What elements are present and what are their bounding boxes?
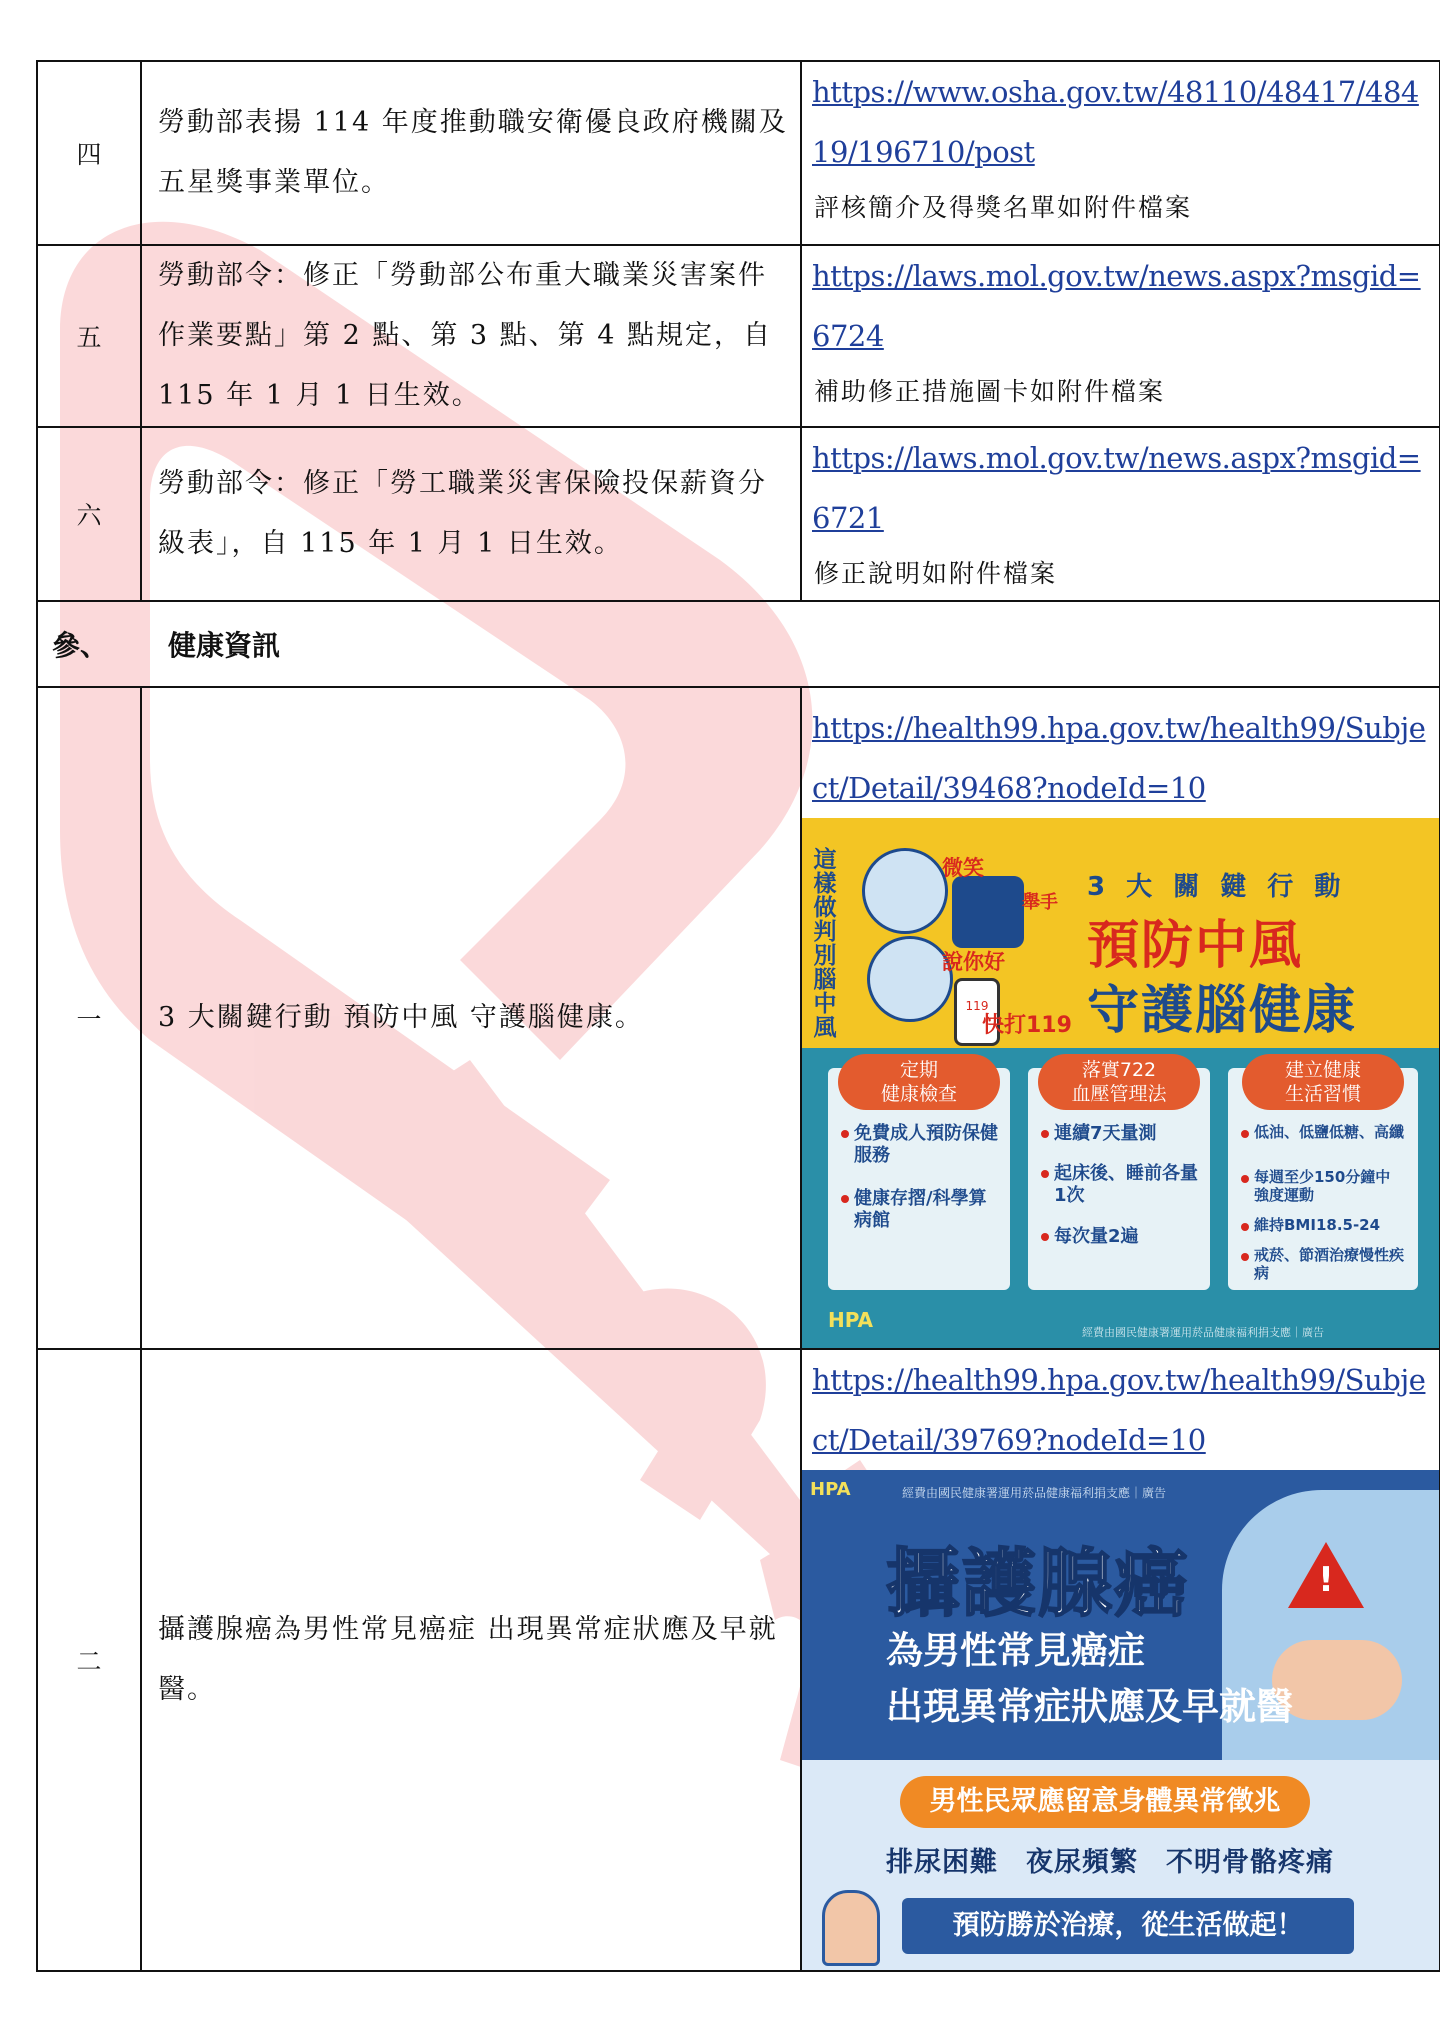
symptom-list: 排尿困難 夜尿頻繁 不明骨骼疼痛 xyxy=(886,1847,1334,1878)
table-row xyxy=(37,427,1440,601)
item-note: 補助修正措施圖卡如附件檔案 xyxy=(814,377,1166,406)
poster-credit: 經費由國民健康署運用菸品健康福利捐支應｜廣告 xyxy=(1082,1326,1324,1339)
raised-arm-icon xyxy=(952,876,1024,948)
prevention-banner: 預防勝於治療，從生活做起！ xyxy=(902,1898,1354,1954)
col2-item: 連續7天量測 xyxy=(1054,1123,1209,1145)
document-table xyxy=(36,60,1440,1972)
col1-item: 健康存摺/科學算病館 xyxy=(854,1188,1004,1232)
label-say-hello: 說你好 xyxy=(942,950,1005,974)
table-row xyxy=(37,245,1440,427)
label-smile: 微笑 xyxy=(942,856,984,880)
item-link[interactable]: https://laws.mol.gov.tw/news.aspx?msgid=6721 xyxy=(812,441,1421,535)
table-row xyxy=(37,61,1440,245)
poster-subtitle-1: 為男性常見癌症 xyxy=(886,1629,1145,1672)
smiling-face-icon xyxy=(862,848,948,934)
stroke-prevention-poster xyxy=(802,818,1439,1348)
table-row xyxy=(37,1349,1440,1971)
section-header-row xyxy=(37,601,1440,687)
item-number: 四 xyxy=(37,61,141,245)
label-raise-hand: 舉手 xyxy=(1022,892,1058,913)
poster-vertical-text: 這樣做判別腦中風 xyxy=(813,847,837,1041)
hpa-logo: HPA xyxy=(810,1479,851,1500)
column-head-2: 落實722 血壓管理法 xyxy=(1038,1054,1200,1110)
item-number: 五 xyxy=(37,245,141,427)
section-title: 健康資訊 xyxy=(168,629,281,662)
section-number: 參、 xyxy=(52,629,109,662)
item-description: 攝護腺癌為男性常見癌症 出現異常症狀應及早就醫。 xyxy=(141,1349,801,1971)
item-description: 勞動部令：修正「勞動部公布重大職業災害案件作業要點」第 2 點、第 3 點、第 4 點規定，自 115 年 1 月 1 日生效。 xyxy=(141,245,801,427)
item-link[interactable]: https://laws.mol.gov.tw/news.aspx?msgid=6724 xyxy=(812,259,1421,353)
item-link-cell xyxy=(801,245,1440,427)
item-link[interactable]: https://health99.hpa.gov.tw/health99/Subject/Detail/39468?nodeId=10 xyxy=(812,711,1426,805)
item-description: 3 大關鍵行動 預防中風 守護腦健康。 xyxy=(141,687,801,1349)
item-note: 修正說明如附件檔案 xyxy=(814,559,1058,588)
item-number: 一 xyxy=(37,687,141,1349)
column-head-3: 建立健康 生活習慣 xyxy=(1242,1054,1404,1110)
poster-title-2: 守護腦健康 xyxy=(1087,981,1358,1041)
col3-item: 每週至少150分鐘中強度運動 xyxy=(1254,1168,1404,1204)
item-description: 勞動部令：修正「勞工職業災害保險投保薪資分級表」，自 115 年 1 月 1 日生效。 xyxy=(141,427,801,601)
section-header xyxy=(37,601,1440,687)
label-call-119: 快打119 xyxy=(982,1013,1072,1038)
item-number: 六 xyxy=(37,427,141,601)
item-link-cell xyxy=(801,1349,1440,1971)
item-number: 二 xyxy=(37,1349,141,1971)
col2-item: 每次量2遍 xyxy=(1054,1226,1209,1248)
item-link[interactable]: https://health99.hpa.gov.tw/health99/Subject/Detail/39769?nodeId=10 xyxy=(812,1363,1426,1457)
poster-title: 預防中風 xyxy=(1087,916,1304,976)
item-link[interactable]: https://www.osha.gov.tw/48110/48417/48419/196710/post xyxy=(812,75,1419,169)
item-link-cell xyxy=(801,61,1440,245)
column-head-1: 定期 健康檢查 xyxy=(838,1054,1000,1110)
item-link-cell xyxy=(801,427,1440,601)
col3-item: 低油、低鹽低糖、高纖 xyxy=(1254,1123,1405,1141)
doctor-icon xyxy=(822,1890,880,1966)
phone-number: 119 xyxy=(965,999,989,1013)
prostate-cancer-poster xyxy=(802,1470,1439,1970)
col1-item: 免費成人預防保健服務 xyxy=(854,1123,1004,1167)
poster-subtitle: 3 大 關 鍵 行 動 xyxy=(1087,872,1347,902)
symptom-pill: 男性民眾應留意身體異常徵兆 xyxy=(900,1776,1310,1828)
table-row xyxy=(37,687,1440,1349)
col3-item: 戒菸、節酒治療慢性疾病 xyxy=(1254,1246,1405,1282)
poster-subtitle-2: 出現異常症狀應及早就醫 xyxy=(886,1685,1293,1728)
hpa-logo: HPA xyxy=(828,1308,874,1332)
item-link-cell xyxy=(801,687,1440,1349)
col2-item: 起床後、睡前各量1次 xyxy=(1054,1163,1209,1207)
poster-credit: 經費由國民健康署運用菸品健康福利捐支應｜廣告 xyxy=(902,1486,1167,1500)
warning-mark: ! xyxy=(1318,1560,1334,1600)
item-note: 評核簡介及得獎名單如附件檔案 xyxy=(814,193,1193,222)
col3-item: 維持BMI18.5-24 xyxy=(1254,1216,1404,1234)
speaking-face-icon xyxy=(867,936,953,1022)
item-description: 勞動部表揚 114 年度推動職安衛優良政府機關及五星獎事業單位。 xyxy=(141,61,801,245)
poster-title: 攝護腺癌 xyxy=(886,1541,1190,1627)
